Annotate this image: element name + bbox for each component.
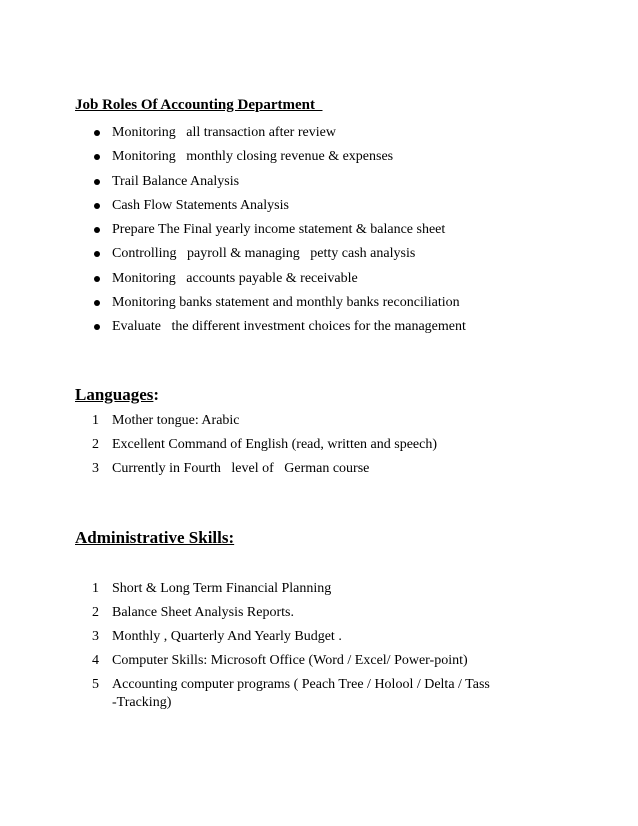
list-number: 1 <box>92 413 99 428</box>
languages-heading-text: Languages <box>75 385 154 404</box>
bullet-icon <box>94 179 100 185</box>
languages-heading <box>75 385 159 405</box>
bullet-icon <box>94 324 100 330</box>
list-number: 2 <box>92 605 99 620</box>
list-number: 3 <box>92 461 99 476</box>
bullet-icon <box>94 300 100 306</box>
list-number: 3 <box>92 629 99 644</box>
bullet-icon <box>94 154 100 160</box>
bullet-icon <box>94 130 100 136</box>
bullet-icon <box>94 227 100 233</box>
list-number: 2 <box>92 437 99 452</box>
languages-heading-colon: : <box>153 385 160 404</box>
bullet-icon <box>94 251 100 257</box>
document-page: Job Roles Of Accounting Department Monitoring all transaction after review Monitoring monthly closing revenue & expenses Trail Balance Analysis Cash Flow Statements Analysis Prepare The Final yearly income statement & balance sheet Controlling payroll & managing petty cash analysis Monitoring accounts payable & receivable Monitoring banks statement and monthly banks reconciliation Evaluate the different investment choices for the management Languages: 1 Mother tongue: Arabic 2 Excellent Command of English (read, written and speech) 3 Currently in Fourth level of German course Administrative Skills: 1 Short & Long Term Financial Planning 2 Balance Sheet Analysis Reports. 3 Monthly , Quarterly And Yearly Budget . 4 Computer Skills: Microsoft Office (Word / Excel/ Power-point) 5 Accounting computer programs ( Peach Tree / Holool / Delta / Tass -Tracking) <box>75 97 490 710</box>
list-number: 5 <box>92 677 99 692</box>
administrative-skills-heading: Administrative Skills: <box>75 528 235 547</box>
list-number: 4 <box>92 653 99 668</box>
bullet-icon <box>94 203 100 209</box>
list-number: 1 <box>92 581 99 596</box>
job-roles-heading: Job Roles Of Accounting Department <box>75 97 323 113</box>
bullet-icon <box>94 276 100 282</box>
